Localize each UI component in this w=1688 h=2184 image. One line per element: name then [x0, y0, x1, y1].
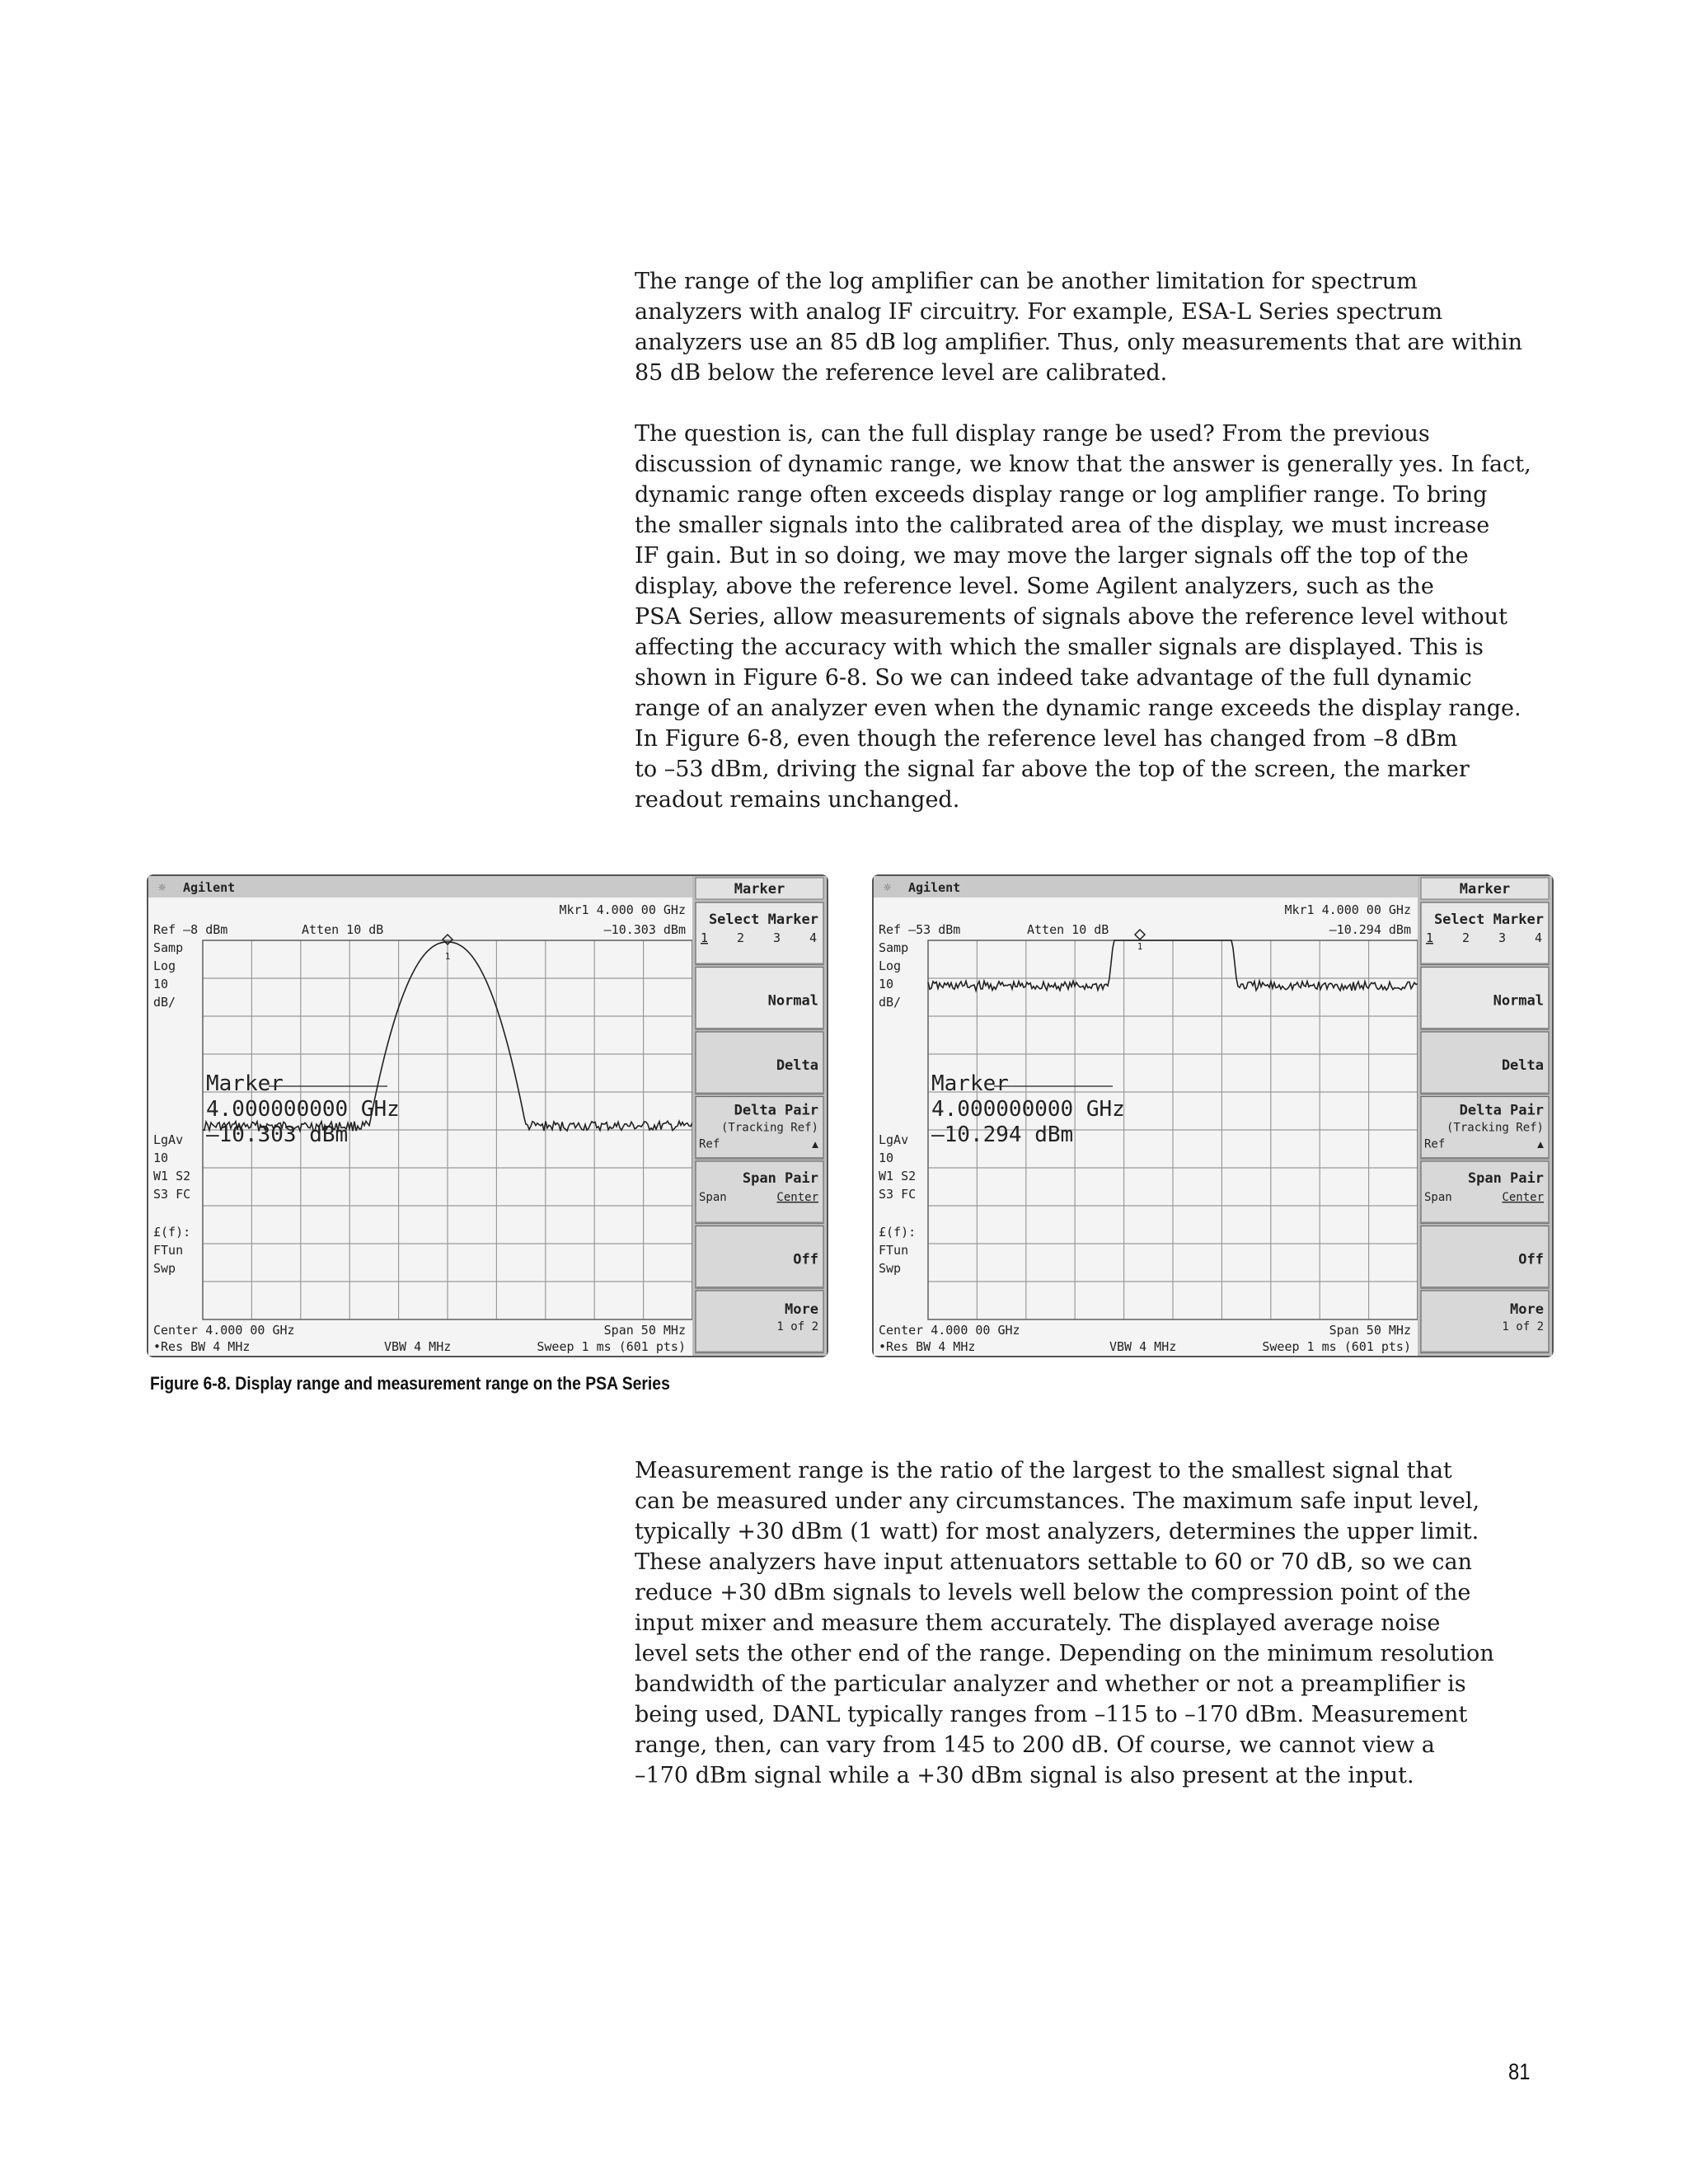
paragraph-line: can be measured under any circumstances. The maximum safe input level, [635, 1488, 1480, 1514]
paragraph-line: These analyzers have input attenuators settable to 60 or 70 dB, so we can [635, 1549, 1473, 1575]
brand-label: Agilent [908, 880, 961, 895]
marker-number: 1 [1137, 941, 1143, 952]
left-annotation: dB/ [153, 995, 176, 1010]
paragraph-line: being used, DANL typically ranges from –115 to –170 dBm. Measurement [635, 1702, 1468, 1727]
left-annotation: £(f): [879, 1225, 917, 1240]
left-annotation: 10 [153, 977, 169, 991]
marker-number: 1 [444, 951, 451, 962]
paragraph-line: display, above the reference level. Some Agilent analyzers, such as the [635, 574, 1434, 599]
marker-amplitude-readout: –10.303 dBm [603, 922, 686, 937]
left-annotation: Samp [153, 940, 184, 955]
marker-frequency-readout: Mkr1 4.000 00 GHz [1284, 902, 1411, 917]
paragraph-line: to –53 dBm, driving the signal far above the top of the screen, the marker [635, 757, 1470, 782]
paragraph-line: analyzers with analog IF circuitry. For example, ESA-L Series spectrum [635, 299, 1443, 325]
eject-icon: ▲ [1537, 1138, 1544, 1151]
left-annotation: Log [153, 958, 176, 973]
paragraph-line: typically +30 dBm (1 watt) for most analyzers, determines the upper limit. [635, 1519, 1479, 1544]
softkey-label: More [785, 1301, 818, 1318]
left-annotation: 10 [879, 977, 894, 991]
left-annotation: 10 [153, 1151, 169, 1165]
paragraph-line: input mixer and measure them accurately. The displayed average noise [635, 1610, 1441, 1636]
resolution-bandwidth: •Res BW 4 MHz [879, 1339, 976, 1354]
softkey-label: Span Pair [742, 1170, 818, 1187]
softkey-label: Delta Pair [734, 1102, 818, 1119]
paragraph-line: readout remains unchanged. [635, 787, 960, 813]
softkey-marker-number: 4 [809, 930, 818, 945]
softkey-label: Off [1518, 1251, 1544, 1268]
left-annotation: FTun [879, 1243, 909, 1258]
softkey-marker-number: 1 [701, 930, 709, 945]
marker-readout-frequency: 4.000000000 GHz [206, 1097, 400, 1122]
softkey-marker-number: 4 [1535, 930, 1543, 945]
paragraph-line: range of an analyzer even when the dynamic range exceeds the display range. [635, 696, 1522, 721]
softkey-marker-number: 2 [737, 930, 745, 945]
marker-frequency-readout: Mkr1 4.000 00 GHz [559, 902, 686, 917]
paragraph-line: the smaller signals into the calibrated area of the display, we must increase [635, 513, 1490, 538]
marker-readout-frequency: 4.000000000 GHz [931, 1097, 1125, 1122]
video-bandwidth: VBW 4 MHz [1109, 1339, 1177, 1354]
softkey-sublabel: Center [1502, 1191, 1544, 1204]
softkey-label: More [1510, 1301, 1544, 1318]
left-annotation: S3 FC [879, 1187, 917, 1202]
analyzer-screenshot-2 [872, 874, 1554, 1357]
reference-level: Ref –53 dBm [879, 922, 961, 937]
softkey-menu-title-label: Marker [734, 881, 785, 898]
softkey-sublabel: Center [776, 1191, 818, 1204]
left-annotation: 10 [879, 1151, 894, 1165]
sun-icon: ☼ [884, 880, 892, 895]
paragraph-line: The range of the log amplifier can be another limitation for spectrum [635, 269, 1418, 294]
paragraph-3 [635, 1455, 1558, 1791]
resolution-bandwidth: •Res BW 4 MHz [153, 1339, 251, 1354]
paragraph-line: shown in Figure 6-8. So we can indeed take advantage of the full dynamic [635, 665, 1472, 691]
center-frequency: Center 4.000 00 GHz [153, 1323, 295, 1338]
center-frequency: Center 4.000 00 GHz [879, 1323, 1020, 1338]
left-annotation: LgAv [879, 1132, 909, 1147]
analyzer-screenshot-1 [147, 874, 828, 1357]
marker-readout-title: Marker [931, 1071, 1009, 1096]
page-number: 81 [1508, 2059, 1531, 2084]
softkey-label: Normal [767, 992, 818, 1010]
softkey-label: Delta [1501, 1057, 1544, 1074]
softkey-label: Delta Pair [1459, 1102, 1544, 1119]
analyzer-display [874, 876, 1552, 1356]
paragraph-line: affecting the accuracy with which the smaller signals are displayed. This is [635, 635, 1484, 660]
sweep-time: Sweep 1 ms (601 pts) [1262, 1339, 1411, 1354]
softkey-sublabel: 1 of 2 [776, 1320, 818, 1333]
softkey-sublabel: 1 of 2 [1502, 1320, 1544, 1333]
analyzer-display [148, 876, 827, 1356]
figure-caption: Figure 6-8. Display range and measurement range on the PSA Series [150, 1373, 670, 1394]
paragraph-line: PSA Series, allow measurements of signals above the reference level without [635, 604, 1507, 630]
paragraph-line: 85 dB below the reference level are calibrated. [635, 360, 1168, 386]
left-annotation: W1 S2 [879, 1169, 917, 1183]
marker-amplitude-readout: –10.294 dBm [1329, 922, 1411, 937]
left-annotation: Swp [153, 1261, 176, 1276]
softkey-sublabel: Ref [1424, 1137, 1446, 1151]
marker-readout-amplitude: –10.294 dBm [931, 1122, 1074, 1147]
softkey-label: Normal [1493, 992, 1544, 1010]
left-annotation: LgAv [153, 1132, 184, 1147]
left-annotation: Swp [879, 1261, 902, 1276]
paragraph-line: In Figure 6-8, even though the reference level has changed from –8 dBm [635, 726, 1458, 752]
paragraph-line: range, then, can vary from 145 to 200 dB. Of course, we cannot view a [635, 1732, 1435, 1758]
marker-readout-title: Marker [206, 1071, 284, 1096]
softkey-label: Select Marker [1433, 912, 1544, 928]
attenuation: Atten 10 dB [302, 922, 384, 937]
left-annotation: FTun [153, 1243, 184, 1258]
softkey-label: Select Marker [708, 912, 818, 928]
reference-level: Ref –8 dBm [153, 922, 228, 937]
paragraph-line: –170 dBm signal while a +30 dBm signal is also present at the input. [635, 1763, 1414, 1788]
softkey-sublabel: Span [1424, 1191, 1452, 1204]
sun-icon: ☼ [158, 880, 166, 895]
attenuation: Atten 10 dB [1027, 922, 1109, 937]
left-annotation: £(f): [153, 1225, 191, 1240]
softkey-label: Off [793, 1251, 818, 1268]
paragraph-line: analyzers use an 85 dB log amplifier. Thus, only measurements that are within [635, 330, 1522, 355]
paragraph-1 [635, 266, 1558, 388]
eject-icon: ▲ [812, 1138, 818, 1151]
softkey-label: Delta [776, 1057, 818, 1074]
marker-readout-amplitude: –10.303 dBm [206, 1122, 349, 1147]
paragraph-line: Measurement range is the ratio of the largest to the smallest signal that [635, 1458, 1452, 1483]
left-annotation: W1 S2 [153, 1169, 191, 1183]
left-annotation: dB/ [879, 995, 902, 1010]
paragraph-line: discussion of dynamic range, we know that the answer is generally yes. In fact, [635, 452, 1531, 477]
softkey-marker-number: 1 [1426, 930, 1434, 945]
paragraph-line: reduce +30 dBm signals to levels well below the compression point of the [635, 1580, 1471, 1605]
softkey-marker-number: 3 [1498, 930, 1507, 945]
softkey-sublabel: Ref [699, 1137, 720, 1151]
paragraph-line: dynamic range often exceeds display range or log amplifier range. To bring [635, 482, 1488, 508]
softkey-marker-number: 3 [773, 930, 781, 945]
softkey-sublabel: (Tracking Ref) [1446, 1121, 1544, 1135]
brand-label: Agilent [183, 880, 236, 895]
softkey-label: Span Pair [1467, 1170, 1544, 1187]
video-bandwidth: VBW 4 MHz [384, 1339, 452, 1354]
paragraph-line: IF gain. But in so doing, we may move the larger signals off the top of the [635, 543, 1469, 569]
softkey-marker-number: 2 [1462, 930, 1470, 945]
paragraph-line: bandwidth of the particular analyzer and whether or not a preamplifier is [635, 1671, 1466, 1697]
left-annotation: S3 FC [153, 1187, 191, 1202]
sweep-time: Sweep 1 ms (601 pts) [537, 1339, 686, 1354]
paragraph-2 [635, 419, 1558, 815]
softkey-sublabel: Span [699, 1191, 727, 1204]
span: Span 50 MHz [603, 1323, 686, 1338]
span: Span 50 MHz [1329, 1323, 1411, 1338]
softkey-sublabel: (Tracking Ref) [720, 1121, 818, 1135]
left-annotation: Log [879, 958, 902, 973]
paragraph-line: level sets the other end of the range. Depending on the minimum resolution [635, 1641, 1494, 1666]
paragraph-line: The question is, can the full display range be used? From the previous [635, 421, 1430, 447]
softkey-menu-title-label: Marker [1459, 881, 1511, 898]
left-annotation: Samp [879, 940, 909, 955]
